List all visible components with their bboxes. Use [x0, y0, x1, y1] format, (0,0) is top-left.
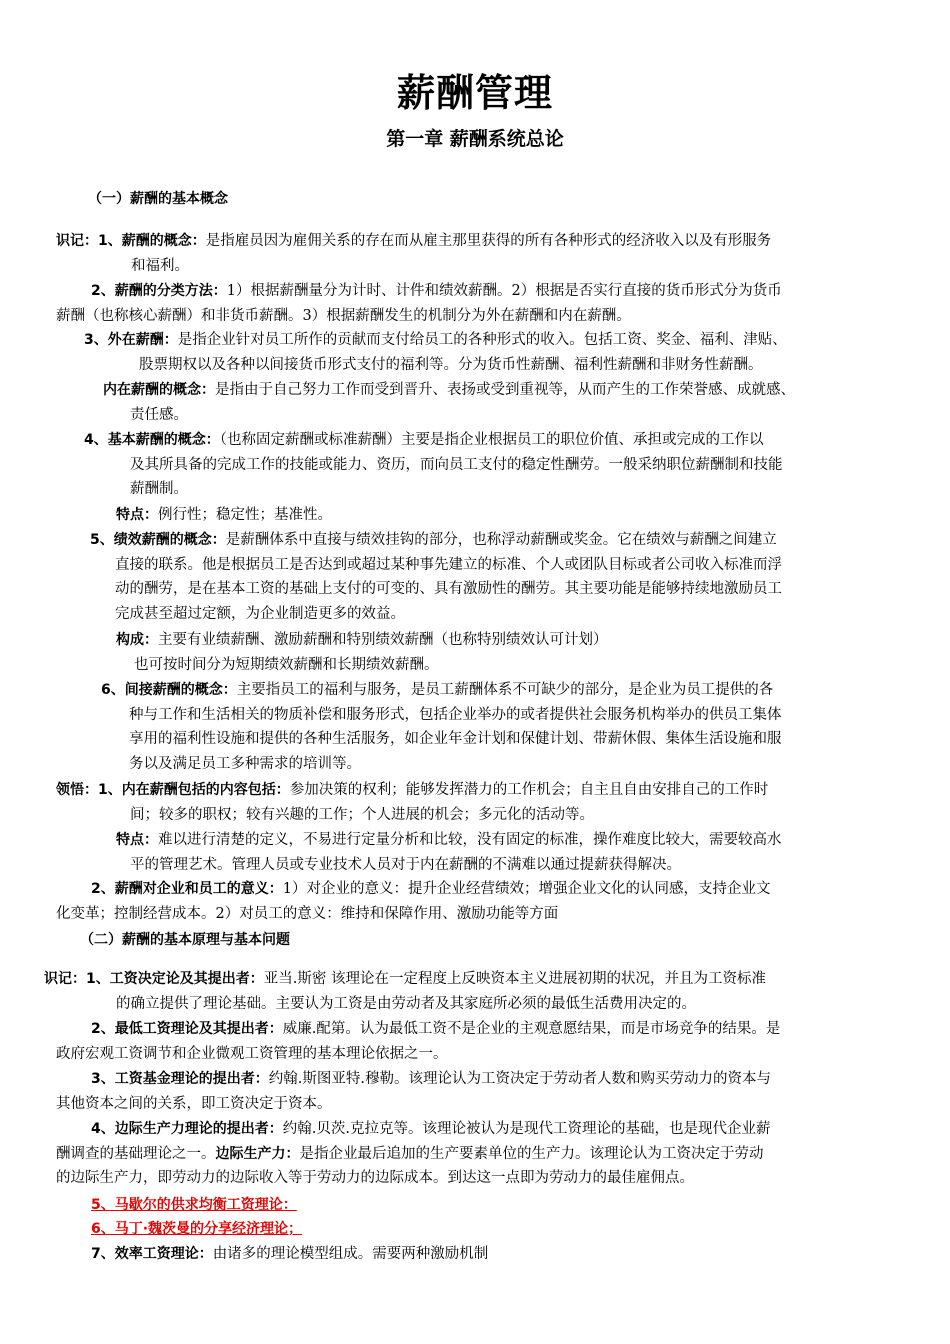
- paragraph-text: 主要有业绩薪酬、激励薪酬和特别绩效薪酬（也称特别绩效认可计划）: [158, 632, 608, 648]
- paragraph-text: 参加决策的权利；能够发挥潜力的工作机会；自主且自由安排自己的工作时: [289, 782, 769, 798]
- paragraph-text: 薪酬制。: [130, 481, 188, 497]
- paragraph-external-salary: [84, 328, 904, 377]
- paragraph-indirect-salary: [101, 678, 901, 776]
- paragraph-text: 种与工作和生活相关的物质补偿和服务形式，包括企业举办的或者提供社会服务机构举办的供员工集体: [129, 706, 782, 723]
- paragraph-classification: [56, 279, 896, 328]
- paragraph-marshall: [91, 1193, 931, 1218]
- paragraph-text: 威廉.配第。认为最低工资不是企业的主观意愿结果，而是市场竞争的结果。是: [282, 1021, 781, 1037]
- term-label: 4、边际生产力理论的提出者：: [91, 1121, 283, 1137]
- paragraph-text: 难以进行清楚的定义，不易进行定量分析和比较，没有固定的标准，操作难度比较大，需要较高水: [158, 832, 782, 848]
- paragraph-efficiency-wage: [91, 1242, 931, 1267]
- paragraph-wage-fund: [56, 1067, 896, 1116]
- paragraph-text: 例行性；稳定性；基准性。: [158, 507, 332, 523]
- paragraph-text: 主要指员工的福利与服务，是员工薪酬体系不可缺少的部分，是企业为员工提供的各: [236, 682, 774, 698]
- paragraph-text: 由诸多的理论模型组成。需要两种激励机制: [212, 1246, 489, 1262]
- term-label: 内在薪酬的概念：: [103, 382, 215, 398]
- paragraph-text: 其他资本之间的关系，即工资决定于资本。: [56, 1095, 332, 1112]
- paragraph-minimum-wage: [56, 1017, 896, 1066]
- paragraph-internal-contents: [56, 778, 896, 827]
- paragraph-basic-salary: [84, 428, 899, 502]
- term-label: 特点：: [116, 507, 158, 523]
- term-label: 3、外在薪酬：: [84, 332, 178, 348]
- term-label: 识记：1、薪酬的概念：: [56, 233, 206, 249]
- paragraph-text: 的确立提供了理论基础。主要认为工资是由劳动者及其家庭所必须的最低生活费用决定的。: [116, 995, 696, 1012]
- paragraph-text: 也可按时间分为短期绩效薪酬和长期绩效薪酬。: [134, 656, 439, 673]
- paragraph-text: 是薪酬体系中直接与绩效挂钩的部分，也称浮动薪酬或奖金。它在绩效与薪酬之间建立: [225, 532, 777, 548]
- paragraph-internal-features: [116, 828, 906, 877]
- paragraph-text: 是指由于自己努力工作而受到晋升、表扬或受到重视等，从而产生的工作荣誉感、成就感、: [215, 382, 795, 398]
- paragraph-text: 是指企业针对员工所作的贡献而支付给员工的各种形式的收入。包括工资、奖金、福利、津贴、: [177, 332, 787, 348]
- term-label: 7、效率工资理论：: [91, 1246, 213, 1262]
- term-label: 6、间接薪酬的概念：: [101, 682, 237, 698]
- term-label: 3、工资基金理论的提出者：: [91, 1071, 269, 1087]
- term-label: 2、薪酬的分类方法：: [91, 283, 227, 299]
- term-label: 构成：: [116, 632, 158, 648]
- paragraph-text: 是指企业最后追加的生产要素单位的生产力。该理论认为工资决定于劳动: [299, 1145, 764, 1162]
- paragraph-text: 直接的联系。他是根据员工是否达到或超过某种事先建立的标准、个人或团队目标或者公司收入标准而浮: [115, 556, 782, 573]
- paragraph-text: 的边际生产力，即劳动力的边际收入等于劳动力的边际成本。到达这一点即为劳动力的最佳雇佣点。: [56, 1170, 694, 1186]
- paragraph-significance: [56, 877, 896, 926]
- paragraph-performance-salary: [90, 528, 900, 626]
- paragraph-wage-theory: [44, 967, 896, 1016]
- section-heading-2: （二）薪酬的基本原理与基本问题: [80, 932, 290, 948]
- paragraph-text: 约翰.贝茨.克拉克等。该理论被认为是现代工资理论的基础，也是现代企业薪: [282, 1121, 771, 1137]
- term-label: 5、绩效薪酬的概念：: [90, 532, 226, 548]
- paragraph-text: 完成甚至超过定额，为企业制造更多的效益。: [115, 605, 405, 622]
- paragraph-text: 及其所具备的完成工作的技能或能力、资历，而向员工支付的稳定性酬劳。一般采纳职位薪酬制和技能: [130, 456, 783, 473]
- section-heading-1: （一）薪酬的基本概念: [88, 191, 228, 207]
- term-label: 识记：1、工资决定论及其提出者：: [44, 971, 264, 987]
- paragraph-text: 化变革；控制经营成本。2）对员工的意义：维持和保障作用、激励功能等方面: [56, 905, 559, 922]
- term-label: 特点：: [116, 832, 158, 848]
- term-label: 2、最低工资理论及其提出者：: [91, 1021, 283, 1037]
- paragraph-text: 亚当.斯密 该理论在一定程度上反映资本主义进展初期的状况，并且为工资标准: [263, 971, 766, 987]
- paragraph-text: 酬调查的基础理论之一。: [56, 1145, 216, 1162]
- paragraph-marginal-productivity: [56, 1117, 896, 1191]
- paragraph-text: 1）根据薪酬量分为计时、计件和绩效薪酬。2）根据是否实行直接的货币形式分为货币: [226, 283, 782, 299]
- paragraph-internal-salary: [103, 378, 908, 427]
- paragraph-text: 是指雇员因为雇佣关系的存在而从雇主那里获得的所有各种形式的经济收入以及有形服务: [205, 233, 772, 249]
- paragraph-text: 务以及满足员工多种需求的培训等。: [129, 755, 361, 772]
- paragraph-text: 责任感。: [130, 406, 188, 423]
- paragraph-text: 薪酬（也称核心薪酬）和非货币薪酬。3）根据薪酬发生的机制分为外在薪酬和内在薪酬。: [56, 307, 631, 324]
- paragraph-text: 1）对企业的意义：提升企业经营绩效；增强企业文化的认同感，支持企业文: [282, 881, 771, 897]
- paragraph-salary-concept: [56, 229, 896, 278]
- term-label: 边际生产力：: [215, 1145, 300, 1162]
- paragraph-text: 约翰.斯图亚特.穆勒。该理论认为工资决定于劳动者人数和购买劳动力的资本与: [268, 1071, 771, 1087]
- paragraph-weitzman: [91, 1217, 931, 1242]
- term-label: 领悟：1、内在薪酬包括的内容包括：: [56, 782, 290, 798]
- paragraph-text: 平的管理艺术。管理人员或专业技术人员对于内在薪酬的不满难以通过提薪获得解决。: [130, 856, 681, 873]
- page-title: 薪酬管理: [396, 71, 553, 115]
- highlighted-term: 5、马歇尔的供求均衡工资理论：: [91, 1197, 297, 1213]
- paragraph-features: [116, 503, 950, 528]
- paragraph-text: 动的酬劳，是在基本工资的基础上支付的可变的、具有激励性的酬劳。其主要功能是能够持续地激励员工: [115, 581, 782, 597]
- highlighted-term: 6、马丁·魏茨曼的分享经济理论；: [91, 1221, 303, 1237]
- paragraph-text: （也称固定薪酬或标准薪酬）主要是指企业根据员工的职位价值、承担或完成的工作以: [219, 432, 764, 448]
- paragraph-text: 政府宏观工资调节和企业微观工资管理的基本理论依据之一。: [56, 1045, 448, 1062]
- paragraph-text: 享用的福利性设施和提供的各种生活服务，如企业年金计划和保健计划、带薪休假、集体生活设施和服: [129, 731, 782, 747]
- term-label: 4、基本薪酬的概念：: [84, 432, 220, 448]
- paragraph-text: 股票期权以及各种以间接货币形式支付的福利等。分为货币性薪酬、福利性薪酬和非财务性薪酬。: [139, 356, 763, 373]
- paragraph-text: 和福利。: [131, 257, 189, 274]
- paragraph-text: 间；较多的职权；较有兴趣的工作；个人进展的机会；多元化的活动等。: [130, 806, 594, 823]
- paragraph-composition: [116, 628, 906, 677]
- chapter-title: 第一章 薪酬系统总论: [386, 128, 564, 150]
- term-label: 2、薪酬对企业和员工的意义：: [91, 881, 283, 897]
